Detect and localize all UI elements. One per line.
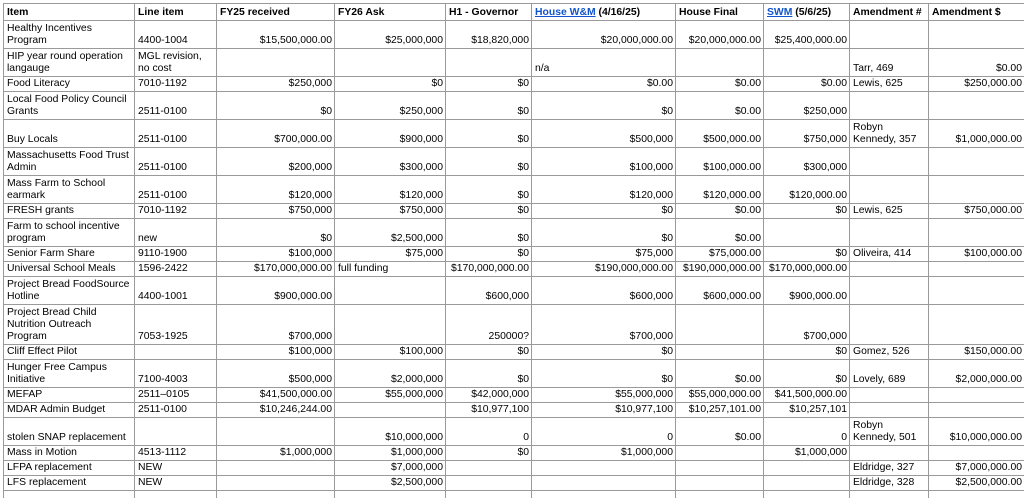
table-cell[interactable]: 9110-1900 <box>135 247 217 262</box>
table-cell[interactable] <box>446 461 532 476</box>
table-row <box>4 277 1024 305</box>
table-cell[interactable]: $170,000,000.00 <box>764 262 850 277</box>
table-cell[interactable]: $10,257,101 <box>764 403 850 418</box>
table-cell[interactable]: 2511-0100 <box>135 92 217 120</box>
table-cell[interactable]: Lewis, 625 <box>850 77 929 92</box>
table-cell[interactable]: $41,500,000.00 <box>764 388 850 403</box>
table-cell[interactable]: $0 <box>217 219 335 247</box>
table-cell[interactable]: Lovely, 689 <box>850 360 929 388</box>
table-row <box>4 92 1024 120</box>
table-cell[interactable]: $10,000,000 <box>335 418 446 446</box>
table-cell[interactable]: $0 <box>532 92 676 120</box>
table-cell[interactable] <box>676 491 764 498</box>
table-cell[interactable]: Eldridge, 328 <box>850 476 929 491</box>
table-cell[interactable]: 2511–0105 <box>135 388 217 403</box>
table-cell[interactable]: 0 <box>446 418 532 446</box>
column-header: FY26 Ask <box>335 4 446 21</box>
table-cell[interactable]: $7,000,000 <box>335 461 446 476</box>
table-cell[interactable]: $120,000 <box>532 176 676 204</box>
table-cell[interactable]: $10,977,100 <box>532 403 676 418</box>
table-cell[interactable]: $700,000 <box>532 305 676 345</box>
column-header: House Final <box>676 4 764 21</box>
table-cell[interactable] <box>929 176 1024 204</box>
table-row <box>4 403 1024 418</box>
table-row <box>4 305 1024 345</box>
table-cell[interactable]: $100,000.00 <box>929 247 1024 262</box>
table-cell[interactable]: Tarr, 469 <box>850 49 929 77</box>
table-cell[interactable]: $120,000.00 <box>764 176 850 204</box>
table-cell[interactable]: 2511-0100 <box>135 148 217 176</box>
table-cell[interactable]: $1,000,000 <box>217 446 335 461</box>
table-cell[interactable]: $0.00 <box>532 77 676 92</box>
table-cell[interactable]: $2,500,000 <box>335 476 446 491</box>
table-cell[interactable]: Healthy Incentives Program <box>4 21 135 49</box>
table-cell[interactable]: $0 <box>764 345 850 360</box>
table-cell[interactable]: 4513-1112 <box>135 446 217 461</box>
table-cell[interactable]: $55,000,000 <box>532 388 676 403</box>
table-cell[interactable] <box>676 476 764 491</box>
table-cell[interactable]: $75,000 <box>335 247 446 262</box>
table-cell[interactable]: $0 <box>446 92 532 120</box>
table-cell[interactable] <box>676 305 764 345</box>
table-cell[interactable]: $0 <box>532 360 676 388</box>
table-cell[interactable]: $600,000 <box>446 277 532 305</box>
table-cell[interactable]: stolen SNAP replacement <box>4 418 135 446</box>
table-cell[interactable] <box>217 491 335 498</box>
table-cell[interactable]: $0 <box>532 219 676 247</box>
column-header <box>532 4 676 21</box>
table-cell[interactable]: 7053-1925 <box>135 305 217 345</box>
table-cell[interactable]: full funding <box>335 262 446 277</box>
table-cell[interactable] <box>135 345 217 360</box>
table-cell[interactable] <box>446 476 532 491</box>
table-cell[interactable]: $150,000.00 <box>929 345 1024 360</box>
table-cell[interactable] <box>929 262 1024 277</box>
table-cell[interactable]: $600,000 <box>532 277 676 305</box>
table-cell[interactable]: $0 <box>217 92 335 120</box>
table-cell[interactable] <box>676 49 764 77</box>
table-row <box>4 461 1024 476</box>
table-cell[interactable]: $2,000,000.00 <box>929 360 1024 388</box>
table-cell[interactable] <box>929 277 1024 305</box>
table-row <box>4 418 1024 446</box>
table-cell[interactable]: $100,000 <box>217 247 335 262</box>
table-row <box>4 360 1024 388</box>
table-cell[interactable]: $900,000.00 <box>217 277 335 305</box>
table-cell[interactable]: Farm to school incentive program <box>4 219 135 247</box>
table-cell[interactable] <box>929 388 1024 403</box>
table-cell[interactable]: $0.00 <box>676 77 764 92</box>
budget-table <box>3 3 1024 498</box>
table-cell[interactable] <box>929 403 1024 418</box>
table-cell[interactable]: $7,000,000.00 <box>929 461 1024 476</box>
table-cell[interactable]: $10,257,101.00 <box>676 403 764 418</box>
table-row <box>4 49 1024 77</box>
column-header: Item <box>4 4 135 21</box>
table-cell[interactable]: FRESH grants <box>4 204 135 219</box>
table-cell[interactable]: $500,000 <box>532 120 676 148</box>
table-cell[interactable] <box>532 491 676 498</box>
table-cell[interactable]: $250,000 <box>764 92 850 120</box>
table-cell[interactable] <box>850 305 929 345</box>
table-cell[interactable] <box>850 388 929 403</box>
table-cell[interactable]: 250000? <box>446 305 532 345</box>
table-cell[interactable]: Robyn Kennedy, 357 <box>850 120 929 148</box>
table-cell[interactable]: 2511-0100 <box>135 403 217 418</box>
table-cell[interactable]: $0.00 <box>764 77 850 92</box>
table-cell[interactable] <box>850 403 929 418</box>
table-cell[interactable]: 4400-1001 <box>135 277 217 305</box>
table-cell[interactable]: $10,000,000.00 <box>929 418 1024 446</box>
table-cell[interactable]: Project Bread Child Nutrition Outreach Program <box>4 305 135 345</box>
table-cell[interactable]: $120,000.00 <box>676 176 764 204</box>
table-cell[interactable]: $0 <box>446 219 532 247</box>
table-cell[interactable]: $2,000,000 <box>335 360 446 388</box>
table-cell[interactable]: Project Bread FoodSource Hotline <box>4 277 135 305</box>
table-cell[interactable]: $200,000 <box>217 148 335 176</box>
table-cell[interactable] <box>850 491 929 498</box>
table-cell[interactable]: $600,000.00 <box>676 277 764 305</box>
table-cell[interactable]: $750,000 <box>217 204 335 219</box>
table-cell[interactable]: $0 <box>764 204 850 219</box>
table-cell[interactable]: $0 <box>446 148 532 176</box>
table-cell[interactable]: $0 <box>446 360 532 388</box>
table-cell[interactable] <box>217 461 335 476</box>
table-cell[interactable]: $1,000,000 <box>335 446 446 461</box>
table-cell[interactable]: Mass Farm to School earmark <box>4 176 135 204</box>
table-cell[interactable]: $500,000 <box>217 360 335 388</box>
table-cell[interactable]: Gomez, 526 <box>850 345 929 360</box>
table-cell[interactable] <box>929 305 1024 345</box>
table-cell[interactable]: $190,000,000.00 <box>532 262 676 277</box>
table-cell[interactable]: $100,000.00 <box>676 148 764 176</box>
table-cell[interactable]: Eldridge, 327 <box>850 461 929 476</box>
table-cell[interactable]: $750,000 <box>335 204 446 219</box>
table-cell[interactable]: $42,000,000 <box>446 388 532 403</box>
table-cell[interactable] <box>929 446 1024 461</box>
table-cell[interactable] <box>929 491 1024 498</box>
table-cell[interactable] <box>850 176 929 204</box>
table-cell[interactable] <box>850 262 929 277</box>
table-cell[interactable]: 2511-0100 <box>135 176 217 204</box>
table-cell[interactable] <box>764 49 850 77</box>
table-cell[interactable]: $100,000 <box>532 148 676 176</box>
table-cell[interactable]: $75,000.00 <box>676 247 764 262</box>
table-cell[interactable]: $41,500,000.00 <box>217 388 335 403</box>
table-cell[interactable] <box>850 446 929 461</box>
table-row <box>4 388 1024 403</box>
table-cell[interactable]: $20,000,000.00 <box>676 21 764 49</box>
table-cell[interactable]: $0 <box>446 77 532 92</box>
table-cell[interactable]: $500,000.00 <box>676 120 764 148</box>
table-cell[interactable]: 7010-1192 <box>135 77 217 92</box>
table-cell[interactable] <box>4 491 135 498</box>
table-cell[interactable]: $0.00 <box>676 418 764 446</box>
table-cell[interactable]: $75,000 <box>532 247 676 262</box>
table-row <box>4 176 1024 204</box>
table-cell[interactable]: $700,000 <box>764 305 850 345</box>
table-cell[interactable]: $20,000,000.00 <box>532 21 676 49</box>
table-cell[interactable] <box>217 418 335 446</box>
table-cell[interactable]: $10,977,100 <box>446 403 532 418</box>
table-cell[interactable]: $750,000.00 <box>929 204 1024 219</box>
table-cell[interactable] <box>764 476 850 491</box>
table-cell[interactable]: $1,000,000 <box>764 446 850 461</box>
table-body <box>4 21 1024 498</box>
table-cell[interactable]: MGL revision, no cost <box>135 49 217 77</box>
table-cell[interactable]: $18,820,000 <box>446 21 532 49</box>
table-cell[interactable]: Cliff Effect Pilot <box>4 345 135 360</box>
table-cell[interactable]: $170,000,000.00 <box>446 262 532 277</box>
table-cell[interactable]: $700,000.00 <box>217 120 335 148</box>
table-cell[interactable]: LFS replacement <box>4 476 135 491</box>
table-cell[interactable]: Hunger Free Campus Initiative <box>4 360 135 388</box>
table-cell[interactable]: $0 <box>446 204 532 219</box>
table-cell[interactable] <box>929 148 1024 176</box>
table-row <box>4 476 1024 491</box>
table-cell[interactable] <box>850 92 929 120</box>
table-cell[interactable]: $0 <box>335 77 446 92</box>
table-cell[interactable] <box>217 476 335 491</box>
table-cell[interactable]: $0 <box>446 345 532 360</box>
table-cell[interactable]: MDAR Admin Budget <box>4 403 135 418</box>
table-row <box>4 204 1024 219</box>
table-cell[interactable]: Universal School Meals <box>4 262 135 277</box>
table-cell[interactable]: $250,000.00 <box>929 77 1024 92</box>
table-cell[interactable]: $55,000,000 <box>335 388 446 403</box>
table-cell[interactable]: $0.00 <box>676 204 764 219</box>
table-cell[interactable]: Local Food Policy Council Grants <box>4 92 135 120</box>
table-cell[interactable]: $100,000 <box>217 345 335 360</box>
table-row <box>4 345 1024 360</box>
table-row <box>4 491 1024 498</box>
column-header: FY25 received <box>217 4 335 21</box>
table-cell[interactable]: 0 <box>764 418 850 446</box>
table-cell[interactable] <box>929 219 1024 247</box>
table-cell[interactable]: HIP year round operation langauge <box>4 49 135 77</box>
table-cell[interactable]: 7010-1192 <box>135 204 217 219</box>
table-cell[interactable] <box>764 219 850 247</box>
column-header: H1 - Governor <box>446 4 532 21</box>
table-cell[interactable] <box>850 148 929 176</box>
table-cell[interactable]: $190,000,000.00 <box>676 262 764 277</box>
table-cell[interactable] <box>335 403 446 418</box>
table-cell[interactable]: $2,500,000 <box>335 219 446 247</box>
column-header: Amendment # <box>850 4 929 21</box>
table-cell[interactable]: $0.00 <box>929 49 1024 77</box>
table-cell[interactable]: $0 <box>764 247 850 262</box>
table-cell[interactable] <box>135 491 217 498</box>
table-cell[interactable]: $2,500,000.00 <box>929 476 1024 491</box>
table-cell[interactable] <box>929 21 1024 49</box>
table-row <box>4 21 1024 49</box>
table-cell[interactable]: $25,400,000.00 <box>764 21 850 49</box>
table-cell[interactable]: new <box>135 219 217 247</box>
column-header <box>764 4 850 21</box>
table-row <box>4 120 1024 148</box>
table-cell[interactable]: $0 <box>446 446 532 461</box>
table-cell[interactable] <box>135 418 217 446</box>
table-cell[interactable] <box>335 49 446 77</box>
table-cell[interactable] <box>850 21 929 49</box>
table-cell[interactable]: $15,500,000.00 <box>217 21 335 49</box>
header-row <box>4 4 1024 21</box>
table-cell[interactable] <box>676 461 764 476</box>
table-cell[interactable]: $10,246,244.00 <box>217 403 335 418</box>
table-cell[interactable]: $900,000.00 <box>764 277 850 305</box>
table-cell[interactable] <box>446 49 532 77</box>
table-cell[interactable]: $55,000,000.00 <box>676 388 764 403</box>
header-link[interactable]: House W&M <box>535 7 596 18</box>
table-cell[interactable]: $0 <box>764 360 850 388</box>
table-row <box>4 219 1024 247</box>
table-cell[interactable]: 7100-4003 <box>135 360 217 388</box>
table-cell[interactable] <box>764 491 850 498</box>
table-cell[interactable]: Food Literacy <box>4 77 135 92</box>
table-row <box>4 446 1024 461</box>
column-header: Line item <box>135 4 217 21</box>
table-cell[interactable]: NEW <box>135 476 217 491</box>
table-cell[interactable]: 4400-1004 <box>135 21 217 49</box>
table-cell[interactable]: $170,000,000.00 <box>217 262 335 277</box>
table-cell[interactable]: $300,000 <box>335 148 446 176</box>
table-cell[interactable]: Buy Locals <box>4 120 135 148</box>
table-cell[interactable]: $0 <box>446 176 532 204</box>
table-cell[interactable]: $250,000 <box>217 77 335 92</box>
table-cell[interactable]: $0 <box>446 247 532 262</box>
table-cell[interactable] <box>217 49 335 77</box>
table-cell[interactable]: $0.00 <box>676 92 764 120</box>
table-cell[interactable]: MEFAP <box>4 388 135 403</box>
column-header: Amendment $ <box>929 4 1024 21</box>
table-cell[interactable]: $300,000 <box>764 148 850 176</box>
table-cell[interactable]: Lewis, 625 <box>850 204 929 219</box>
table-cell[interactable] <box>446 491 532 498</box>
header-date: (5/6/25) <box>792 7 832 18</box>
table-cell[interactable]: Robyn Kennedy, 501 <box>850 418 929 446</box>
table-cell[interactable]: $900,000 <box>335 120 446 148</box>
table-cell[interactable]: LFPA replacement <box>4 461 135 476</box>
table-cell[interactable]: $250,000 <box>335 92 446 120</box>
table-cell[interactable]: $0 <box>446 120 532 148</box>
table-cell[interactable] <box>850 277 929 305</box>
table-row <box>4 148 1024 176</box>
table-cell[interactable] <box>335 305 446 345</box>
table-cell[interactable]: n/a <box>532 49 676 77</box>
table-cell[interactable]: 2511-0100 <box>135 120 217 148</box>
table-cell[interactable]: 0 <box>532 418 676 446</box>
table-cell[interactable]: $120,000 <box>335 176 446 204</box>
header-date: (4/16/25) <box>595 7 641 18</box>
table-cell[interactable]: Senior Farm Share <box>4 247 135 262</box>
table-cell[interactable] <box>676 345 764 360</box>
table-cell[interactable]: $0.00 <box>676 219 764 247</box>
table-cell[interactable]: $0 <box>532 345 676 360</box>
table-cell[interactable] <box>532 461 676 476</box>
table-cell[interactable]: $0.00 <box>676 360 764 388</box>
table-cell[interactable] <box>335 491 446 498</box>
table-cell[interactable]: $100,000 <box>335 345 446 360</box>
table-row <box>4 77 1024 92</box>
table-cell[interactable]: $700,000 <box>217 305 335 345</box>
table-cell[interactable]: $25,000,000 <box>335 21 446 49</box>
table-cell[interactable]: $0 <box>532 204 676 219</box>
table-cell[interactable]: $750,000 <box>764 120 850 148</box>
table-cell[interactable]: $1,000,000.00 <box>929 120 1024 148</box>
table-cell[interactable]: Massachusetts Food Trust Admin <box>4 148 135 176</box>
table-row <box>4 247 1024 262</box>
table-cell[interactable] <box>764 461 850 476</box>
table-row <box>4 262 1024 277</box>
table-cell[interactable] <box>676 446 764 461</box>
table-cell[interactable]: 1596-2422 <box>135 262 217 277</box>
table-cell[interactable] <box>532 476 676 491</box>
table-cell[interactable] <box>335 277 446 305</box>
table-cell[interactable] <box>929 92 1024 120</box>
table-cell[interactable]: $1,000,000 <box>532 446 676 461</box>
table-cell[interactable] <box>850 219 929 247</box>
table-cell[interactable]: Oliveira, 414 <box>850 247 929 262</box>
table-cell[interactable]: Mass in Motion <box>4 446 135 461</box>
header-link[interactable]: SWM <box>767 7 793 18</box>
table-cell[interactable]: $120,000 <box>217 176 335 204</box>
table-cell[interactable]: NEW <box>135 461 217 476</box>
